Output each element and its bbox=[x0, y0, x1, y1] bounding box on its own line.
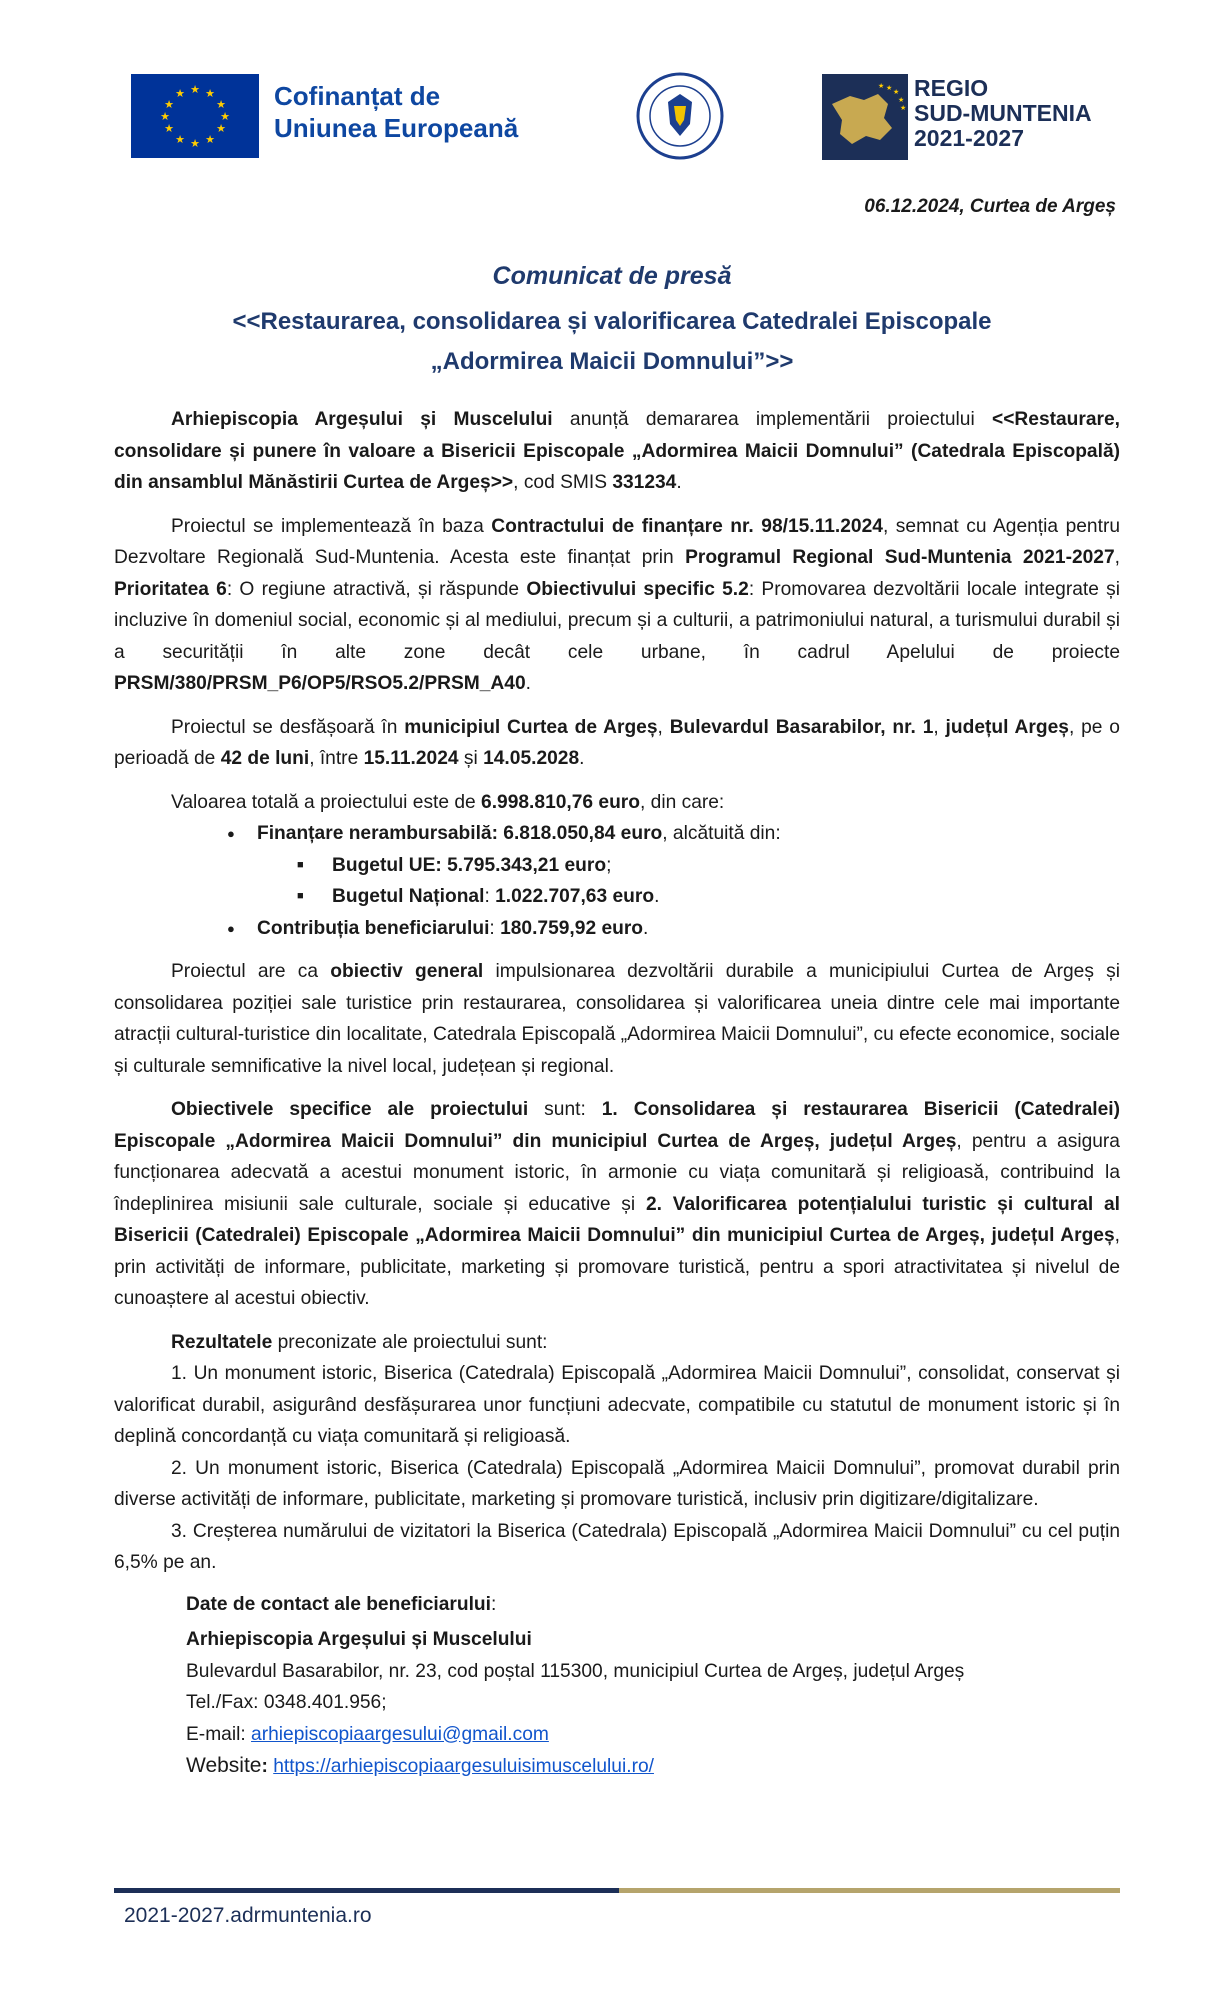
email-link[interactable]: arhiepiscopiaargesului@gmail.com bbox=[251, 1723, 549, 1745]
footer-url: 2021-2027.adrmuntenia.ro bbox=[124, 1904, 372, 1927]
project-title: <<Restaurarea, consolidarea și valorificarea Catedralei Episcopale „Adormirea Maicii Domnului”>> bbox=[232, 308, 992, 375]
regio-program-label: REGIO SUD-MUNTENIA 2021-2027 bbox=[914, 75, 1092, 151]
svg-text:★: ★ bbox=[164, 98, 174, 111]
paragraph-general-objective: Proiectul are ca obiectiv general impulsionarea dezvoltării durabile a municipiului Curtea de Argeș și consolidarea poziției sale turistice prin restaurarea, consolidarea și valorificarea uneia dintre cele mai importante atracții cultural-turistice din localitate, Catedrala Episcopală „Adormirea Maicii Domnului”, cu efecte economice, sociale și culturale semnificative la nivel local, județean și regional. bbox=[114, 961, 1120, 1077]
footer-divider bbox=[114, 1888, 1120, 1893]
eu-flag-icon bbox=[131, 74, 259, 158]
contact-heading: Date de contact ale beneficiarului: bbox=[186, 1593, 497, 1615]
svg-text:★: ★ bbox=[205, 133, 215, 146]
svg-text:★: ★ bbox=[893, 88, 900, 96]
header-logos bbox=[0, 70, 1224, 165]
contact-organization: Arhiepiscopia Argeșului și Muscelului bbox=[186, 1629, 532, 1650]
result-item-3: 3. Creșterea numărului de vizitatori la Biserica (Catedrala) Episcopală „Adormirea Maicii Domnului” cu cel puțin 6,5% pe an. bbox=[114, 1520, 1120, 1573]
contact-phone: Tel./Fax: 0348.401.956; bbox=[186, 1692, 387, 1713]
contact-block bbox=[114, 1589, 1120, 1783]
svg-text:★: ★ bbox=[205, 87, 215, 100]
contact-email-row: E-mail: arhiepiscopiaargesului@gmail.com bbox=[186, 1723, 549, 1745]
svg-text:★: ★ bbox=[886, 84, 893, 92]
funding-list bbox=[114, 818, 1120, 944]
paragraph-announcement: Arhiepiscopia Argeșului și Muscelului anunță demararea implementării proiectului <<Restaurare, consolidare și punere în valoare a Bisericii Episcopale „Adormirea Maicii Domnului” (Catedrala Episcopală) din ansamblul Mănăstirii Curtea de Argeș>>, cod SMIS 331234. bbox=[114, 409, 1120, 493]
paragraph-specific-objectives: Obiectivele specifice ale proiectului sunt: 1. Consolidarea și restaurarea Bisericii (Catedralei) Episcopale „Adormirea Maicii Domnului” din municipiul Curtea de Argeș, județul Argeș, pentru a asigura funcționarea adecvată a acestui monument istoric, în armonie cu viața comunitară și religioasă, contribuind la îndeplinirea misiunii sale culturale, sociale și educative și 2. Valorificarea potențialului turistic și cultural al Bisericii (Catedralei) Episcopale „Adormirea Maicii Domnului” din municipiul Curtea de Argeș, județul Argeș, prin activități de informare, publicitate, marketing și promovare turistică, pentru a spori atractivitatea și nivelul de cunoaștere al acestui obiectiv. bbox=[114, 1099, 1120, 1309]
website-link[interactable]: https://arhiepiscopiaargesuluisimuscelului.ro/ bbox=[273, 1756, 654, 1777]
svg-text:★: ★ bbox=[878, 82, 885, 90]
svg-text:★: ★ bbox=[216, 98, 226, 111]
list-item: ● Finanțare nerambursabilă: 6.818.050,84 euro, alcătuită din: bbox=[114, 818, 1120, 850]
results-heading: Rezultatele preconizate ale proiectului sunt: bbox=[171, 1331, 548, 1353]
paragraph-total-value: Valoarea totală a proiectului este de 6.998.810,76 euro, din care: bbox=[171, 791, 725, 813]
regio-map-logo-icon bbox=[822, 74, 908, 160]
svg-text:★: ★ bbox=[900, 104, 907, 112]
eu-cofinancing-label: Cofinanțat de Uniunea Europeană bbox=[274, 81, 519, 143]
romanian-government-seal-icon bbox=[636, 72, 724, 160]
svg-text:★: ★ bbox=[898, 96, 905, 104]
paragraph-financing: Proiectul se implementează în baza Contractului de finanțare nr. 98/15.11.2024, semnat cu Agenția pentru Dezvoltare Regională Sud-Muntenia. Acesta este finanțat prin Programul Regional Sud-Muntenia 2021-2027, Prioritatea 6: O regiune atractivă, și răspunde Obiectivului specific 5.2: Promovarea dezvoltării locale integrate și incluzive în domeniul social, economic și al mediului, precum și a culturii, a patrimoniului natural, a turismului durabil și a securității în alte zone decât cele urbane, în cadrul Apelului de proiecte PRSM/380/PRSM_P6/OP5/RSO5.2/PRSM_A40. bbox=[114, 515, 1120, 694]
result-item-2: 2. Un monument istoric, Biserica (Catedrala) Episcopală „Adormirea Maicii Domnului”, promovat durabil prin diverse activități de informare, publicitate, marketing și promovare turistică, inclusiv prin digitizare/digitalizare. bbox=[114, 1457, 1120, 1510]
svg-text:★: ★ bbox=[216, 122, 226, 135]
svg-text:★: ★ bbox=[160, 110, 170, 123]
press-release-body bbox=[114, 404, 1120, 1783]
list-item: ■ Bugetul Național: 1.022.707,63 euro. bbox=[114, 881, 1120, 913]
result-item-1: 1. Un monument istoric, Biserica (Catedrala) Episcopală „Adormirea Maicii Domnului”, consolidat, conservat și valorificat durabil, asigurând desfășurarea unor funcțiuni adecvate, compatibile cu statutul de monument istoric și în deplină concordanță cu viața comunitară și religioasă. bbox=[114, 1363, 1120, 1447]
svg-text:★: ★ bbox=[164, 122, 174, 135]
svg-text:★: ★ bbox=[190, 83, 200, 96]
date-location: 06.12.2024, Curtea de Argeș bbox=[864, 196, 1116, 217]
page-title: Comunicat de presă bbox=[492, 262, 732, 290]
list-item: ● Contribuția beneficiarului: 180.759,92 euro. bbox=[114, 913, 1120, 945]
svg-text:★: ★ bbox=[190, 137, 200, 150]
contact-address: Bulevardul Basarabilor, nr. 23, cod poștal 115300, municipiul Curtea de Argeș, județul Argeș bbox=[186, 1660, 965, 1682]
contact-website-row: Website: https://arhiepiscopiaargesuluisimuscelului.ro/ bbox=[186, 1754, 654, 1777]
svg-text:★: ★ bbox=[175, 87, 185, 100]
paragraph-location: Proiectul se desfășoară în municipiul Curtea de Argeș, Bulevardul Basarabilor, nr. 1, județul Argeș, pe o perioadă de 42 de luni, între 15.11.2024 și 14.05.2028. bbox=[114, 716, 1120, 769]
list-item: ■ Bugetul UE: 5.795.343,21 euro; bbox=[114, 850, 1120, 882]
svg-text:★: ★ bbox=[175, 133, 185, 146]
svg-text:★: ★ bbox=[220, 110, 230, 123]
